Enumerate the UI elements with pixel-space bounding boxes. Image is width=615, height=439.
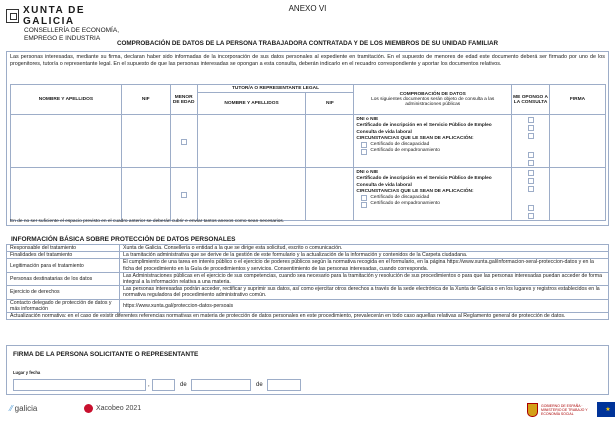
spain-government-logo	[527, 402, 615, 417]
place-field[interactable]	[13, 379, 146, 391]
signature-cell[interactable]	[550, 115, 606, 168]
col-oppose-header: ME OPONGO A LA CONSULTA	[512, 85, 550, 115]
oppose-checkbox[interactable]	[528, 133, 534, 139]
info-label: Contacto delegado de protección de datos y más información	[7, 299, 120, 312]
col-tutor-nif-header: NIF	[306, 93, 354, 115]
info-row	[7, 299, 609, 312]
col-minor-header: MENOR DE EDAD	[170, 85, 197, 115]
col-sign-header: FIRMA	[550, 85, 606, 115]
name-cell[interactable]	[11, 168, 122, 221]
info-label: Personas destinatarias de los datos	[7, 272, 120, 285]
consult-item: DNI o NIE	[356, 117, 379, 122]
info-label: Responsable del tratamiento	[7, 245, 120, 252]
circ-label: Certificado de discapacidad	[370, 195, 430, 201]
info-value[interactable]: https://www.xunta.gal/proteccion-datos-persoais	[120, 299, 609, 312]
table-row	[11, 115, 606, 168]
col-consult-header	[354, 85, 512, 115]
people-table	[10, 84, 606, 221]
separator: de	[256, 382, 263, 388]
circ-label: Certificado de empadronamiento	[370, 201, 440, 207]
circumstances-label: CIRCUNSTANCIAS QUE LE SEAN DE APLICACIÓN:	[356, 188, 474, 194]
signature-cell[interactable]	[550, 168, 606, 221]
separator: ,	[148, 382, 150, 388]
tutor-name-cell[interactable]	[197, 115, 306, 168]
consult-cell	[354, 115, 512, 168]
galicia-logo	[10, 404, 37, 413]
signature-title: FIRMA DE LA PERSONA SOLICITANTE O REPRESENTANTE	[13, 351, 199, 358]
data-protection-title: INFORMACIÓN BÁSICA SOBRE PROTECCIÓN DE DATOS PERSONALES	[11, 236, 236, 243]
circ-item	[356, 148, 509, 154]
xacobeo-mark-icon	[84, 404, 93, 413]
info-label: Ejercicio de derechos	[7, 286, 120, 299]
info-row	[7, 286, 609, 299]
tutor-name-cell[interactable]	[197, 168, 306, 221]
year-field[interactable]	[267, 379, 301, 391]
consent-section	[6, 51, 609, 226]
info-value: Las Administraciones públicas en el ejercicio de sus competencias, cuando sea necesario para la tramitación y resolución de sus procedimientos o para que las personas interesadas puedan acceder de forma integral a la información relativa a una materia.	[120, 272, 609, 285]
circ-label: Certificado de discapacidad	[370, 142, 430, 148]
consult-cell	[354, 168, 512, 221]
minor-checkbox[interactable]	[181, 192, 187, 198]
logo-sub-2: EMPREGO E INDUSTRIA	[24, 35, 101, 42]
consult-item: Consulta de vida laboral	[356, 182, 412, 188]
spain-shield-icon	[527, 403, 538, 417]
info-label: Legitimación para el tratamiento	[7, 259, 120, 272]
circ-label: Certificado de empadronamiento	[370, 148, 440, 154]
oppose-checkbox[interactable]	[528, 170, 534, 176]
circ-item	[356, 201, 509, 207]
consult-item: DNI o NIE	[356, 170, 379, 175]
minor-cell	[170, 115, 197, 168]
nif-cell[interactable]	[121, 115, 170, 168]
info-value: La tramitación administrativa que se derive de la gestión de este formulario y la actualización de la información y contenidos de la Carpeta ciudadana.	[120, 252, 609, 259]
tutor-nif-cell[interactable]	[306, 115, 354, 168]
month-field[interactable]	[191, 379, 251, 391]
intro-text: Las personas interesadas, mediante su firma, declaran haber sido informadas de la incorporación de sus datos personales al expediente en tramitación. En el supuesto de menores de edad este documento deberá ser firmado por uno de los progenitores, tutor/a o representante legal. En el supuesto de que las personas interesadas se opongan a esta consulta, deberán indicarlo en el recuadro correspondiente y aportar los documentos relativos.	[10, 54, 605, 67]
xacobeo-logo	[84, 404, 141, 413]
galicia-text: galicia	[14, 404, 38, 413]
galicia-mark-icon: ⁄⁄	[10, 404, 13, 413]
tutor-nif-cell[interactable]	[306, 168, 354, 221]
oppose-cell	[512, 168, 550, 221]
logo-title: XUNTA DE GALICIA	[23, 5, 85, 27]
xacobeo-text: Xacobeo 2021	[96, 405, 142, 412]
col-tutor-name-header: NOMBRE Y APELLIDOS	[197, 93, 306, 115]
circumstances-label: CIRCUNSTANCIAS QUE LE SEAN DE APLICACIÓN:	[356, 135, 474, 141]
consult-item: Certificado de inscripción en el Servicio Público de Empleo	[356, 123, 492, 129]
nif-cell[interactable]	[121, 168, 170, 221]
ministry-text: GOBIERNO DE ESPAÑA · MINISTERIO DE TRABAJO Y ECONOMÍA SOCIAL	[541, 403, 588, 416]
name-cell[interactable]	[11, 115, 122, 168]
info-row	[7, 252, 609, 259]
minor-cell	[170, 168, 197, 221]
registry-checkbox[interactable]	[361, 149, 367, 155]
oppose-checkbox[interactable]	[528, 178, 534, 184]
document-title: COMPROBACIÓN DE DATOS DE LA PERSONA TRABAJADORA CONTRATADA Y DE LOS MIEMBROS DE SU UNIDAD FAMILIAR	[116, 40, 499, 47]
consult-subtitle: Los siguientes documentos serán objeto de consulta a las administraciones públicas	[371, 97, 495, 107]
day-field[interactable]	[152, 379, 175, 391]
info-value: Las personas interesadas podrán acceder, rectificar y suprimir sus datos, así como ejercitar otros derechos a través de la sede electrónica de la Xunta de Galicia o en los lugares y registros establecidos en la normativa reguladora del procedimiento administrativo común.	[120, 286, 609, 299]
oppose-checkbox[interactable]	[528, 152, 534, 158]
info-row	[7, 245, 609, 252]
oppose-checkbox[interactable]	[528, 125, 534, 131]
oppose-checkbox[interactable]	[528, 160, 534, 166]
space-note: En de no ser suficiente el espacio previsto en el cuadro anterior se deberán cubrir e enviar tantos anexos como sean necesarios.	[10, 219, 285, 224]
data-protection-table	[6, 244, 609, 320]
info-value: Xunta de Galicia. Consellería o entidad a la que se dirige esta solicitud, escrito o comunicación.	[120, 245, 609, 252]
oppose-checkbox[interactable]	[528, 117, 534, 123]
disability-checkbox[interactable]	[361, 195, 367, 201]
minor-checkbox[interactable]	[181, 139, 187, 145]
oppose-checkbox[interactable]	[528, 186, 534, 192]
consult-title: COMPROBACIÓN DE DATOS	[399, 92, 466, 97]
info-value: El cumplimiento de una tarea en interés público o el ejercicio de poderes públicos según la normativa recogida en el formulario, en la página https://www.xunta.gal/informacion-xeral-proteccion-datos y en la ficha del procedimiento en la Guía de procedimientos y servicios. Consentimiento de las personas interesadas, cuando corresponda.	[120, 259, 609, 272]
consult-item: Consulta de vida laboral	[356, 129, 412, 135]
place-date-label: Lugar y fecha	[13, 370, 41, 375]
col-name-header: NOMBRE Y APELLIDOS	[11, 85, 122, 115]
col-nif-header: NIF	[121, 85, 170, 115]
signature-section	[6, 345, 609, 395]
oppose-cell	[512, 115, 550, 168]
disability-checkbox[interactable]	[361, 142, 367, 148]
logo-sub-1: CONSELLERÍA DE ECONOMÍA,	[24, 27, 119, 34]
separator: de	[180, 382, 187, 388]
info-footnote: Actualización normativa: en el caso de existir diferentes referencias normativas en materia de protección de datos personales en este procedimiento, prevalecerán en todo caso aquellas relativas al Reglamento general de protección de datos.	[7, 313, 609, 320]
table-row	[11, 168, 606, 221]
registry-checkbox[interactable]	[361, 202, 367, 208]
eu-flag-icon: ★	[597, 402, 615, 417]
info-row	[7, 259, 609, 272]
info-label: Finalidades del tratamiento	[7, 252, 120, 259]
tutor-header: TUTOR/A O REPRESENTANTE LEGAL	[197, 85, 354, 93]
info-row	[7, 313, 609, 320]
consult-item: Certificado de inscripción en el Servicio Público de Empleo	[356, 176, 492, 182]
oppose-checkbox[interactable]	[528, 213, 534, 219]
annex-label: ANEXO VI	[288, 4, 327, 13]
info-row	[7, 272, 609, 285]
oppose-checkbox[interactable]	[528, 205, 534, 211]
